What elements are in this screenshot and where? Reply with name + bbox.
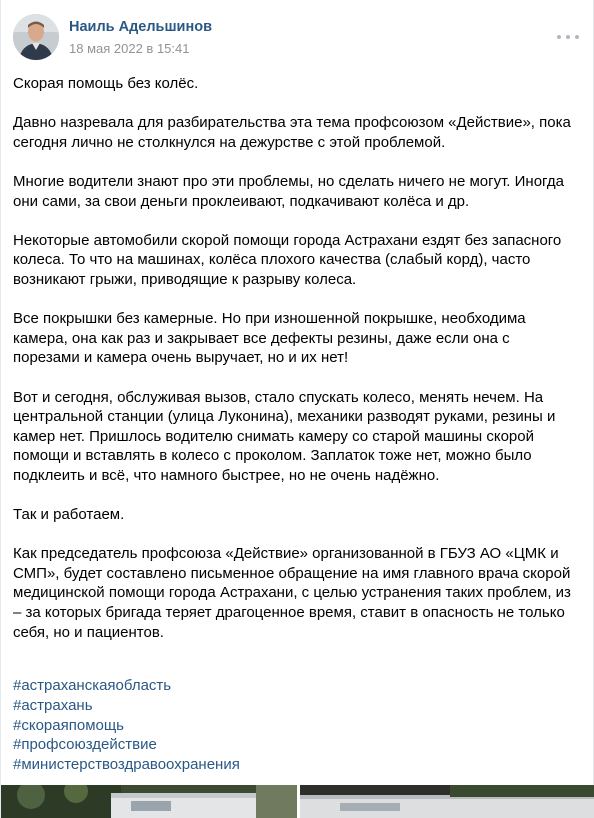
hashtag-link[interactable]: #министерствоздравоохранения	[13, 756, 240, 774]
post-paragraph: Давно назревала для разбирательства эта тема профсоюзом «Действие», пока сегодня лично не столкнулся на дежурстве с этой проблемой.	[13, 114, 571, 151]
post-paragraph: Так и работаем.	[13, 506, 125, 524]
post-paragraph: Скорая помощь без колёс.	[13, 75, 199, 92]
hashtag-link[interactable]: #астраханскаяобласть	[13, 677, 172, 694]
hashtag-list	[13, 676, 240, 775]
more-dot	[575, 35, 579, 39]
hashtag-link[interactable]: #профсоюздействие	[13, 736, 157, 754]
more-horizontal-icon[interactable]	[557, 30, 579, 44]
photo-attachments	[1, 785, 594, 818]
hashtag-link[interactable]: #скораяпомощь	[13, 716, 124, 734]
photo-thumbnail[interactable]	[1, 785, 297, 818]
post-paragraph: Как председатель профсоюза «Действие» организованной в ГБУЗ АО «ЦМК и СМП», будет составлено письменное обращение на имя главного врача скорой медицинской помощи города Астрахани, с целью устранения таких проблем, из – за которых бригада теряет драгоценное время, ставит в опасность не только себя, но и пациентов.	[13, 545, 571, 641]
post-paragraph: Вот и сегодня, обслуживая вызов, стало спускать колесо, менять нечем. На центральной станции (улица Луконина), механики разводят руками, резины и камер нет. Пришлось водителю снимать камеру со старой машины скорой помощи и вставлять в колесо с проколом. Заплаток тоже нет, можно было подклеить и всё, что намного быстрее, но не очень надёжно.	[13, 388, 556, 484]
post-text	[13, 74, 579, 662]
photo-thumbnail[interactable]	[300, 785, 594, 818]
hashtag-link[interactable]: #астрахань	[13, 696, 93, 714]
post-header	[13, 14, 581, 62]
more-dot	[557, 35, 561, 39]
more-dot	[566, 35, 570, 39]
avatar[interactable]	[13, 14, 59, 60]
post-paragraph: Все покрышки без камерные. Но при изношенной покрышке, необходима камера, она как раз и закрывает все дефекты резины, даже если она с порезами и камера очень выручает, но и их нет!	[13, 310, 526, 367]
post-date[interactable]: 18 мая 2022 в 15:41	[69, 41, 190, 56]
post-paragraph: Некоторые автомобили скорой помощи города Астрахани ездят без запасного колеса. То что на машинах, колёса плохого качества (слабый корд), часто возникают грыжи, приводящие к разрыву колеса.	[13, 231, 562, 288]
post-paragraph: Многие водители знают про эти проблемы, но сделать ничего не могут. Иногда они сами, за свои деньги проклеивают, подкачивают колёса и др.	[13, 172, 564, 210]
author-name[interactable]: Наиль Адельшинов	[69, 19, 212, 35]
